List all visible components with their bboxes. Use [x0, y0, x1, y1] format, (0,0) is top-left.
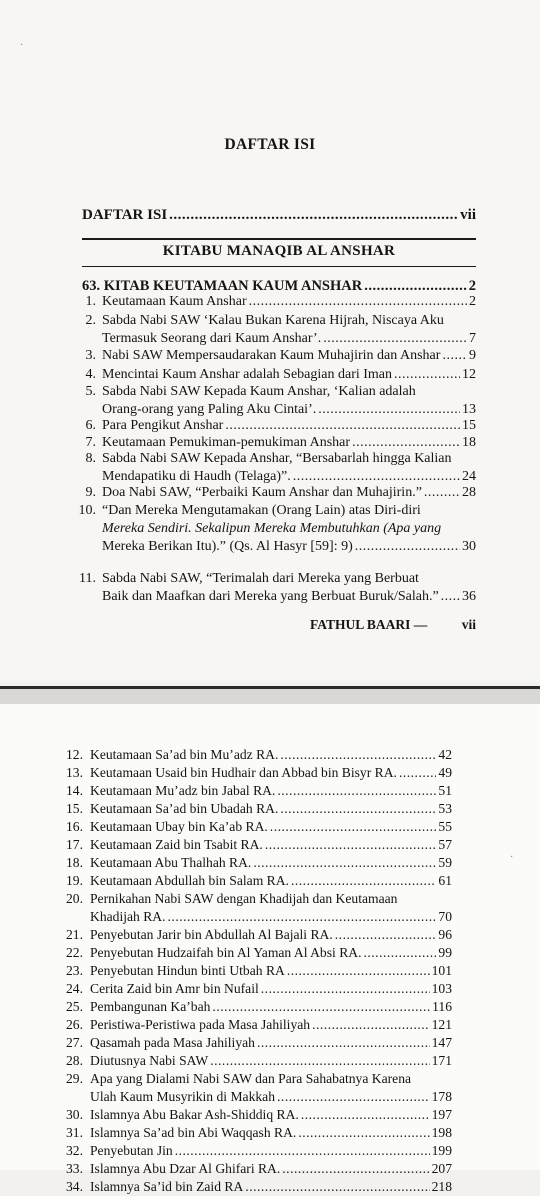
leader-dots — [312, 1016, 430, 1034]
toc-entry-line — [90, 944, 452, 962]
toc-entry-line — [90, 1124, 452, 1142]
leader-dots — [277, 782, 436, 800]
leader-dots — [210, 1052, 429, 1070]
toc-entry-page: 18 — [462, 435, 476, 450]
toc-entry-page: 70 — [438, 909, 452, 924]
toc-entry-daftar-isi — [82, 207, 476, 224]
toc-entry-text: Mencintai Kaum Anshar adalah Sebagian dari Iman — [102, 367, 393, 382]
toc-entry-text: Pembangunan Ka’bah — [90, 999, 211, 1014]
toc-entry-text: Para Pengikut Anshar — [102, 418, 224, 433]
toc-entry-number: 12. — [66, 747, 83, 762]
toc-entry — [56, 1052, 452, 1070]
page-gap — [0, 682, 540, 704]
toc-entry — [56, 764, 452, 782]
leader-dots — [280, 746, 436, 764]
toc-entry — [56, 1070, 452, 1106]
toc-entry-number: 3. — [85, 348, 96, 363]
toc-entry-label: DAFTAR ISI — [82, 207, 168, 223]
toc-entry-line — [102, 484, 476, 502]
toc-entry-text: Qasamah pada Masa Jahiliyah — [90, 1035, 255, 1050]
toc-entry-number: 26. — [66, 1017, 83, 1032]
toc-entry — [56, 890, 452, 926]
toc-entry-page: 103 — [431, 981, 452, 996]
leader-dots — [270, 818, 437, 836]
toc-entry-line — [102, 330, 476, 348]
toc-entry — [56, 980, 452, 998]
toc-entry — [74, 293, 476, 311]
leader-dots — [301, 1106, 430, 1124]
toc-entry-text: Keutamaan Pemukiman-pemukiman Anshar — [102, 435, 351, 450]
toc-entry-page: 24 — [462, 469, 476, 484]
toc-entry-text: Islamnya Sa’id bin Zaid RA — [90, 1179, 244, 1194]
leader-dots — [253, 854, 436, 872]
leader-dots — [282, 1160, 429, 1178]
toc-entry-text: Mereka Sendiri. Sekalipun Mereka Membutuhkan (Apa yang — [102, 521, 442, 536]
toc-entry-page: 61 — [438, 873, 452, 888]
leader-dots — [298, 1124, 429, 1142]
section-rule-top — [82, 238, 476, 240]
section-heading: KITABU MANAQIB AL ANSHAR — [162, 243, 396, 259]
toc-entry-page: vii — [460, 207, 476, 223]
leader-dots — [355, 538, 460, 556]
toc-entry — [56, 1016, 452, 1034]
toc-entry — [74, 570, 476, 606]
toc-entry-line — [102, 417, 476, 435]
toc-entry-page: 218 — [431, 1179, 452, 1194]
toc-entry — [56, 800, 452, 818]
toc-entry-number: 31. — [66, 1125, 83, 1140]
toc-entry-line — [90, 926, 452, 944]
toc-entry-number: 22. — [66, 945, 83, 960]
toc-entry-number: 2. — [85, 313, 96, 328]
toc-entry-number: 28. — [66, 1053, 83, 1068]
scan-speck: · — [510, 852, 514, 863]
leader-dots — [212, 998, 430, 1016]
toc-entry-number: 18. — [66, 855, 83, 870]
toc-entry-number: 24. — [66, 981, 83, 996]
toc-entry-number: 15. — [66, 801, 83, 816]
toc-entry-page: 55 — [438, 819, 452, 834]
toc-page-continued — [0, 704, 540, 1194]
toc-entry-number: 8. — [85, 451, 96, 466]
toc-entry-page: 53 — [438, 801, 452, 816]
toc-entry-number: 34. — [66, 1179, 83, 1194]
toc-entry-line — [102, 588, 476, 606]
toc-entry-page: 28 — [462, 485, 476, 500]
toc-entry-number: 23. — [66, 963, 83, 978]
toc-entry-page: 36 — [462, 589, 476, 604]
toc-entry — [56, 962, 452, 980]
chapter-label: 63. KITAB KEUTAMAAN KAUM ANSHAR — [82, 278, 363, 294]
toc-entry-text: Sabda Nabi SAW Kepada Kaum Anshar, ‘Kalian adalah — [102, 384, 416, 399]
toc-entry-line — [102, 366, 476, 384]
toc-entry-line — [90, 782, 452, 800]
toc-entry-text: Apa yang Dialami Nabi SAW dan Para Sahabatnya Karena — [90, 1071, 412, 1086]
leader-dots — [261, 980, 430, 998]
leader-dots — [394, 366, 460, 384]
toc-entry-line — [90, 746, 452, 764]
toc-entry-text: Termasuk Seorang dari Kaum Anshar’. — [102, 331, 322, 346]
toc-entry-number: 17. — [66, 837, 83, 852]
toc-entry — [74, 502, 476, 556]
toc-entry-line — [90, 800, 452, 818]
toc-entry-text: Islamnya Abu Dzar Al Ghifari RA. — [90, 1161, 281, 1176]
toc-entry-line — [90, 1052, 452, 1070]
toc-entry-number: 10. — [78, 503, 96, 518]
leader-dots — [280, 800, 436, 818]
toc-entry-text: Keutamaan Mu’adz bin Jabal RA. — [90, 783, 276, 798]
leader-dots — [287, 962, 430, 980]
toc-entry-number: 13. — [66, 765, 83, 780]
toc-entry-text: Islamnya Sa’ad bin Abi Waqqash RA. — [90, 1125, 297, 1140]
toc-entry-number: 19. — [66, 873, 83, 888]
toc-entry-text: Peristiwa-Peristiwa pada Masa Jahiliyah — [90, 1017, 311, 1032]
leader-dots — [323, 330, 467, 348]
toc-entry-page: 198 — [431, 1125, 452, 1140]
footer-title: FATHUL BAARI — — [310, 617, 428, 632]
toc-entry-text: Ulah Kaum Musyrikin di Makkah — [90, 1089, 276, 1104]
toc-entry-number: 21. — [66, 927, 83, 942]
toc-entry-number: 25. — [66, 999, 83, 1014]
toc-entry-number: 27. — [66, 1035, 83, 1050]
toc-entry-page: 147 — [431, 1035, 452, 1050]
leader-dots — [257, 1034, 430, 1052]
toc-entry-page: 42 — [438, 747, 452, 762]
leader-dots — [291, 872, 436, 890]
toc-entry-text: Keutamaan Abdullah bin Salam RA. — [90, 873, 289, 888]
toc-entry — [74, 417, 476, 435]
running-footer — [310, 617, 476, 633]
toc-entry-text: Sabda Nabi SAW, “Terimalah dari Mereka yang Berbuat — [102, 571, 419, 586]
leader-dots — [424, 484, 460, 502]
toc-entry-page: 59 — [438, 855, 452, 870]
toc-entry-page: 199 — [431, 1143, 452, 1158]
toc-entry-page: 2 — [469, 294, 476, 309]
toc-entry — [74, 450, 476, 486]
toc-entry-text: Pernikahan Nabi SAW dengan Khadijah dan Keutamaan — [90, 891, 398, 906]
page-title: DAFTAR ISI — [224, 136, 316, 153]
toc-entry-number: 11. — [79, 571, 96, 586]
toc-entry-text: Penyebutan Hudzaifah bin Al Yaman Al Absi RA. — [90, 945, 362, 960]
toc-entry — [56, 1124, 452, 1142]
leader-dots — [265, 836, 437, 854]
toc-entry-line — [90, 1034, 452, 1052]
toc-entry-text: Keutamaan Zaid bin Tsabit RA. — [90, 837, 263, 852]
toc-entry-page: 96 — [438, 927, 452, 942]
toc-entry-line — [90, 908, 452, 926]
toc-entry-number: 5. — [85, 384, 96, 399]
toc-entry-text: Keutamaan Sa’ad bin Mu’adz RA. — [90, 747, 279, 762]
toc-entry-number: 33. — [66, 1161, 83, 1176]
toc-entry — [56, 1142, 452, 1160]
toc-entry-page: 99 — [438, 945, 452, 960]
toc-entry-page: 57 — [438, 837, 452, 852]
chapter-page: 2 — [468, 278, 476, 294]
toc-entry — [56, 944, 452, 962]
toc-entry-number: 1. — [85, 294, 96, 309]
leader-dots — [168, 908, 437, 926]
toc-entry-text: Orang-orang yang Paling Aku Cintai’. — [102, 402, 317, 417]
toc-entry-number: 14. — [66, 783, 83, 798]
toc-entry — [74, 484, 476, 502]
toc-entry-line — [90, 1142, 452, 1160]
toc-entry-page: 178 — [431, 1089, 452, 1104]
footer-page-number: vii — [461, 617, 476, 632]
toc-entry-text: “Dan Mereka Mengutamakan (Orang Lain) atas Diri-diri — [102, 503, 421, 518]
toc-entry-text: Doa Nabi SAW, “Perbaiki Kaum Anshar dan Muhajirin.” — [102, 485, 422, 500]
toc-entry — [56, 1178, 452, 1196]
toc-entry-text: Baik dan Maafkan dari Mereka yang Berbuat Buruk/Salah.” — [102, 589, 439, 604]
toc-entry — [56, 1106, 452, 1124]
toc-entry-text: Mendapatiku di Haudh (Telaga)”. — [102, 469, 291, 484]
toc-entry-number: 4. — [85, 367, 96, 382]
toc-entry-text: Keutamaan Abu Thalhah RA. — [90, 855, 252, 870]
toc-entry — [56, 854, 452, 872]
toc-entry-text: Sabda Nabi SAW ‘Kalau Bukan Karena Hijrah, Niscaya Aku — [102, 313, 444, 328]
leader-dots — [442, 347, 467, 365]
toc-entry — [56, 836, 452, 854]
toc-entry — [56, 998, 452, 1016]
toc-entry-number: 16. — [66, 819, 83, 834]
toc-entry-page: 9 — [469, 348, 476, 363]
toc-entry-number: 6. — [85, 418, 96, 433]
toc-entry-page: 121 — [431, 1017, 452, 1032]
leader-dots — [335, 926, 437, 944]
toc-entry-page: 51 — [438, 783, 452, 798]
toc-entry — [74, 366, 476, 384]
toc-entry-line — [90, 998, 452, 1016]
toc-entry-line — [102, 293, 476, 311]
toc-entry-page: 12 — [462, 367, 476, 382]
toc-entry-line — [90, 980, 452, 998]
toc-entry-line — [102, 538, 476, 556]
toc-entry-text: Diutusnya Nabi SAW — [90, 1053, 209, 1068]
toc-entry — [56, 746, 452, 764]
toc-entry-line — [102, 347, 476, 365]
leader-dots — [363, 944, 436, 962]
toc-entry-text: Keutamaan Sa’ad bin Ubadah RA. — [90, 801, 279, 816]
toc-entry — [74, 383, 476, 419]
toc-entry-line — [90, 962, 452, 980]
toc-entry — [74, 347, 476, 365]
toc-entry-line — [90, 1016, 452, 1034]
toc-entry-text: Cerita Zaid bin Amr bin Nufail — [90, 981, 259, 996]
toc-entry — [56, 1034, 452, 1052]
toc-entry-page: 207 — [431, 1161, 452, 1176]
toc-entry-number: 20. — [66, 891, 83, 906]
toc-entry-text: Keutamaan Kaum Anshar — [102, 294, 247, 309]
toc-entry-page: 49 — [438, 765, 452, 780]
leader-dots — [175, 1142, 430, 1160]
toc-entry-line — [90, 1088, 452, 1106]
toc-entry-page: 30 — [462, 539, 476, 554]
leader-dots — [169, 207, 458, 224]
toc-entry-page: 7 — [469, 331, 476, 346]
toc-entry-number: 9. — [85, 485, 96, 500]
leader-dots — [249, 293, 467, 311]
leader-dots — [225, 417, 460, 435]
toc-entry-page: 13 — [462, 402, 476, 417]
toc-entry-text: Keutamaan Ubay bin Ka’ab RA. — [90, 819, 268, 834]
toc-entry — [56, 818, 452, 836]
toc-entry-page: 197 — [431, 1107, 452, 1122]
toc-entry-text: Islamnya Abu Bakar Ash-Shiddiq RA. — [90, 1107, 299, 1122]
toc-entry-page: 101 — [431, 963, 452, 978]
toc-entry — [74, 312, 476, 348]
toc-entry-number: 30. — [66, 1107, 83, 1122]
toc-entry — [56, 926, 452, 944]
toc-entry-line — [90, 818, 452, 836]
toc-entry — [56, 872, 452, 890]
toc-entry-page: 116 — [432, 999, 452, 1014]
toc-entry-text: Penyebutan Hindun binti Utbah RA — [90, 963, 285, 978]
toc-entry-text: Keutamaan Usaid bin Hudhair dan Abbad bin Bisyr RA. — [90, 765, 397, 780]
toc-entry-line — [90, 836, 452, 854]
toc-entry-text: Sabda Nabi SAW Kepada Anshar, “Bersabarlah hingga Kalian — [102, 451, 452, 466]
toc-entry-line — [90, 872, 452, 890]
toc-entry-line — [90, 1160, 452, 1178]
leader-dots — [441, 588, 460, 606]
toc-entry-text: Nabi SAW Mempersaudarakan Kaum Muhajirin dan Anshar — [102, 348, 441, 363]
toc-entry-number: 29. — [66, 1071, 83, 1086]
toc-entry-line — [90, 1178, 452, 1196]
toc-entry-line — [90, 854, 452, 872]
leader-dots — [277, 1088, 430, 1106]
toc-entry-text: Khadijah RA. — [90, 909, 166, 924]
toc-entry — [56, 782, 452, 800]
scan-speck: · — [20, 40, 24, 51]
toc-entry-number: 7. — [85, 435, 96, 450]
toc-entry — [56, 1160, 452, 1178]
section-rule-bottom — [82, 266, 476, 267]
toc-entry-number: 32. — [66, 1143, 83, 1158]
leader-dots — [399, 764, 436, 782]
toc-entry-page: 171 — [431, 1053, 452, 1068]
toc-entry-text: Mereka Berikan Itu).” (Qs. Al Hasyr [59]: 9) — [102, 539, 353, 554]
toc-entry-text: Penyebutan Jarir bin Abdullah Al Bajali RA. — [90, 927, 333, 942]
leader-dots — [245, 1178, 429, 1196]
toc-entry-line — [90, 1106, 452, 1124]
toc-entry-text: Penyebutan Jin — [90, 1143, 173, 1158]
toc-entry-line — [90, 764, 452, 782]
toc-entry-page: 15 — [462, 418, 476, 433]
